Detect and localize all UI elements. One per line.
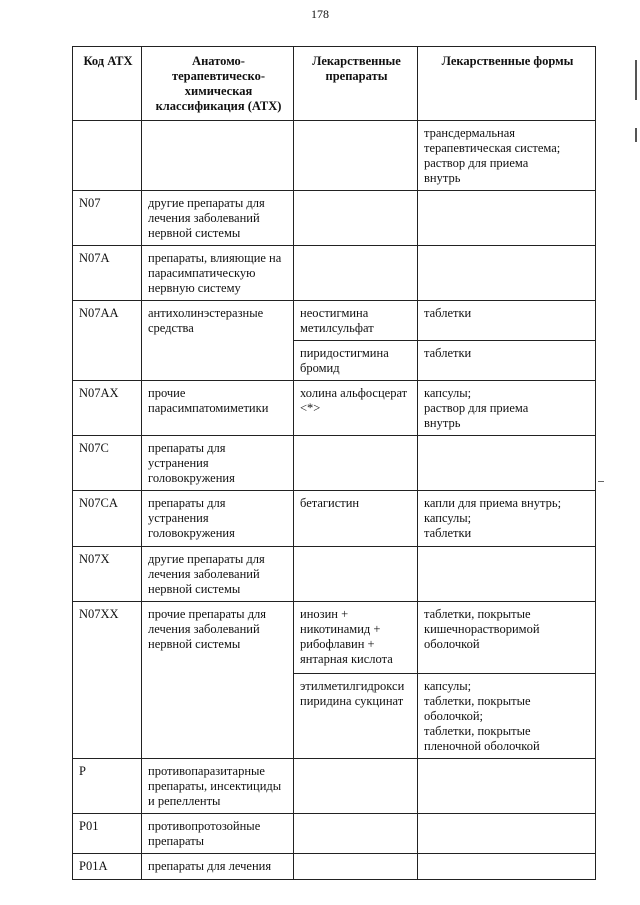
scan-edge-mark (635, 60, 637, 100)
cell-drug: пиридостигмина бромид (294, 341, 418, 381)
cell-drug: холина альфосцерат <*> (294, 381, 418, 436)
cell-forms: таблетки (418, 341, 596, 381)
table-row (73, 602, 596, 674)
cell-code: N07AA (73, 301, 142, 381)
page-number: 178 (311, 7, 329, 21)
cell-forms (418, 814, 596, 854)
cell-atc: препараты, влияющие на парасимпатическую нервную систему (142, 246, 294, 301)
cell-atc: другие препараты для лечения заболеваний нервной системы (142, 191, 294, 246)
header-atc-classification: Анатомо- терапевтическо- химическая классификация (АТХ) (142, 47, 294, 121)
table-row (73, 301, 596, 341)
table-header-row (73, 47, 596, 121)
header-drugs: Лекарственные препараты (294, 47, 418, 121)
cell-forms (418, 436, 596, 491)
cell-forms (418, 854, 596, 880)
cell-code: P01 (73, 814, 142, 854)
cell-forms (418, 191, 596, 246)
cell-atc: противопротозойные препараты (142, 814, 294, 854)
cell-drug: этилметилгидрокси пиридина сукцинат (294, 674, 418, 759)
cell-drug (294, 547, 418, 602)
cell-forms: капсулы; таблетки, покрытые оболочкой; таблетки, покрытые пленочной оболочкой (418, 674, 596, 759)
cell-forms (418, 246, 596, 301)
header-code: Код АТХ (73, 47, 142, 121)
table-row (73, 436, 596, 491)
cell-drug (294, 854, 418, 880)
cell-atc: прочие парасимпатомиметики (142, 381, 294, 436)
cell-atc: другие препараты для лечения заболеваний нервной системы (142, 547, 294, 602)
cell-code: N07A (73, 246, 142, 301)
cell-atc: препараты для устранения головокружения (142, 491, 294, 547)
cell-code: N07XX (73, 602, 142, 759)
scan-tick-mark (598, 481, 604, 482)
header-forms: Лекарственные формы (418, 47, 596, 121)
cell-atc: препараты для лечения (142, 854, 294, 880)
table-row (73, 381, 596, 436)
cell-code: N07C (73, 436, 142, 491)
table-row (73, 547, 596, 602)
cell-atc (142, 121, 294, 191)
table-row (73, 121, 596, 191)
table-row (73, 854, 596, 880)
table-row (73, 246, 596, 301)
table-row (73, 814, 596, 854)
table-row (73, 759, 596, 814)
scan-edge-mark (635, 128, 637, 142)
cell-drug (294, 436, 418, 491)
cell-code: N07AX (73, 381, 142, 436)
cell-drug: инозин + никотинамид + рибофлавин + янтарная кислота (294, 602, 418, 674)
table-row (73, 191, 596, 246)
cell-drug: бетагистин (294, 491, 418, 547)
atc-table (72, 46, 596, 880)
cell-drug (294, 759, 418, 814)
cell-drug: неостигмина метилсульфат (294, 301, 418, 341)
cell-atc: антихолинэстеразные средства (142, 301, 294, 381)
cell-code: P (73, 759, 142, 814)
cell-code: P01A (73, 854, 142, 880)
cell-drug (294, 121, 418, 191)
cell-code: N07CA (73, 491, 142, 547)
cell-forms: таблетки (418, 301, 596, 341)
cell-code: N07X (73, 547, 142, 602)
cell-atc: противопаразитарные препараты, инсектициды и репелленты (142, 759, 294, 814)
cell-code (73, 121, 142, 191)
cell-forms: капли для приема внутрь; капсулы; таблетки (418, 491, 596, 547)
cell-drug (294, 191, 418, 246)
cell-forms: капсулы; раствор для приема внутрь (418, 381, 596, 436)
cell-forms: трансдермальная терапевтическая система; раствор для приема внутрь (418, 121, 596, 191)
cell-atc: прочие препараты для лечения заболеваний нервной системы (142, 602, 294, 759)
cell-code: N07 (73, 191, 142, 246)
cell-drug (294, 814, 418, 854)
cell-forms (418, 547, 596, 602)
cell-drug (294, 246, 418, 301)
cell-forms: таблетки, покрытые кишечнорастворимой оболочкой (418, 602, 596, 674)
table-row (73, 491, 596, 547)
cell-atc: препараты для устранения головокружения (142, 436, 294, 491)
cell-forms (418, 759, 596, 814)
